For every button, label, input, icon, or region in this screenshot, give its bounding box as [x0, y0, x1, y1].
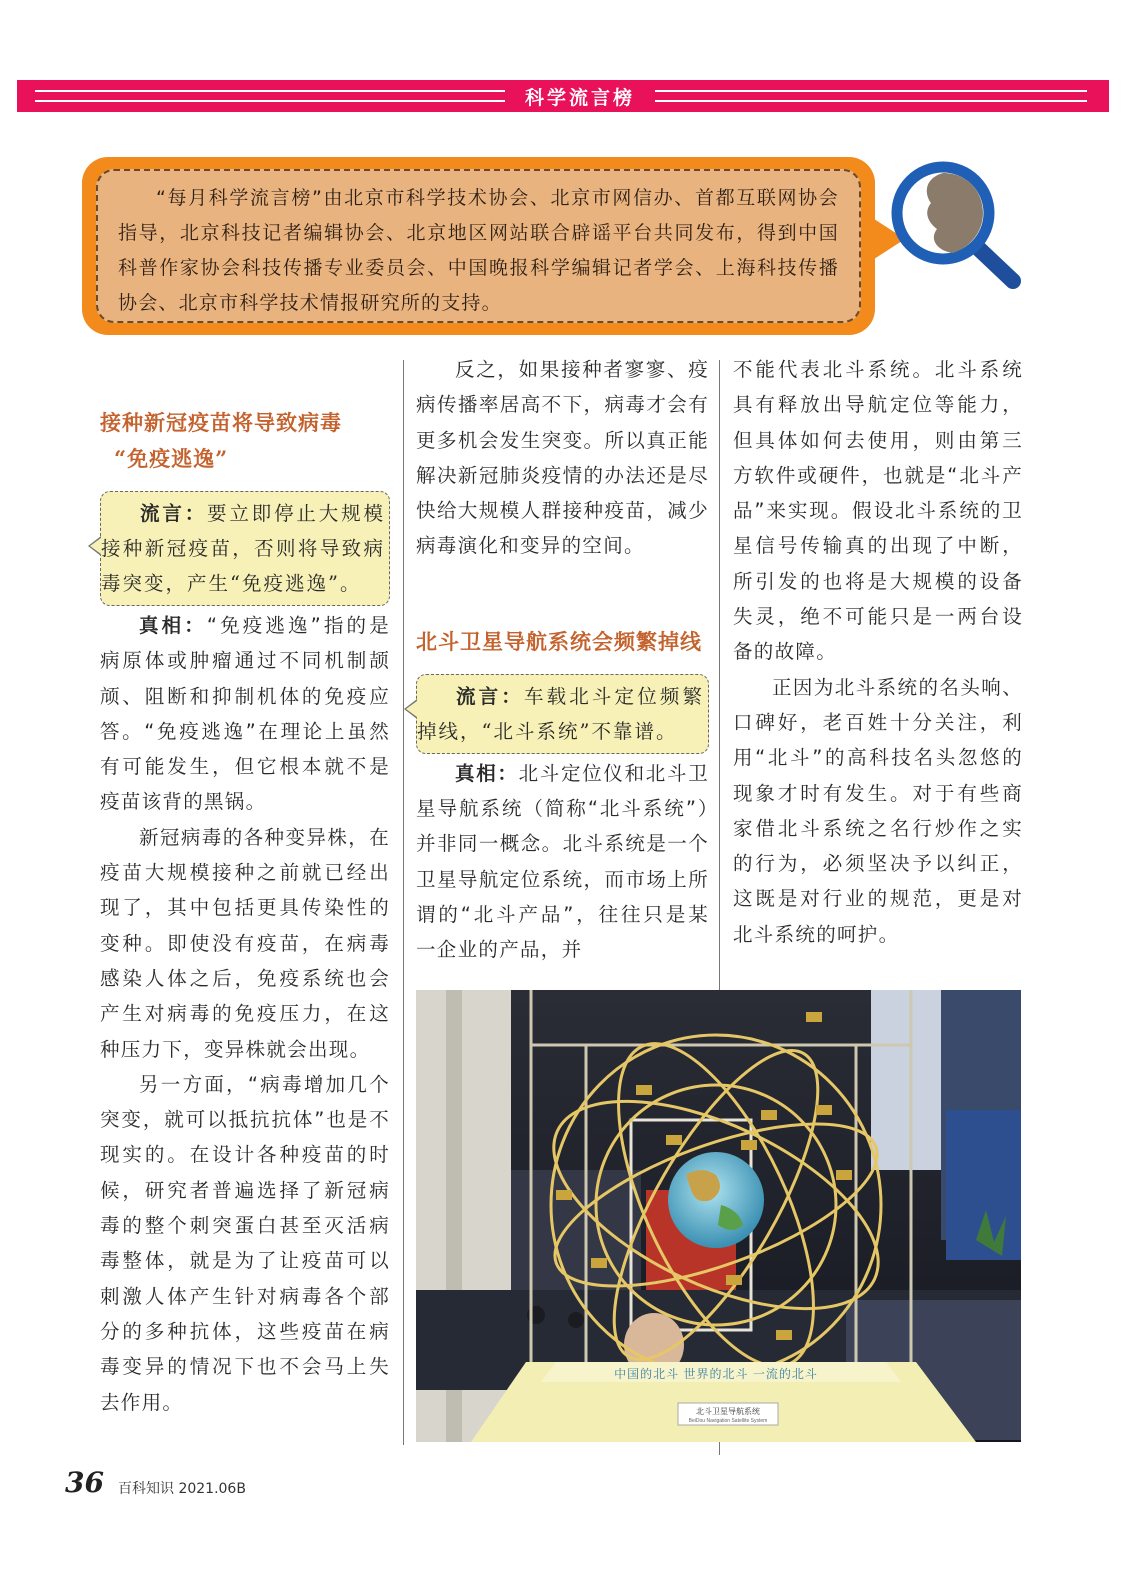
body-paragraph: 另一方面，“病毒增加几个突变，就可以抵抗抗体”也是不现实的。在设计各种疫苗的时候，研究者普遍选择了新冠病毒的整个刺突蛋白甚至灭活病毒整体，就是为了让疫苗可以刺激人体产生针对病毒各个部分的多种抗体，这些疫苗在病毒变异的情况下也不会马上失去作用。	[100, 1072, 390, 1414]
rumor-label: 流言：	[456, 684, 524, 708]
column-2	[416, 352, 709, 968]
article-heading-line: “免疫逃逸”	[114, 446, 229, 471]
header-rule-right	[655, 90, 1087, 102]
rumor-box	[100, 491, 390, 606]
rumor-box	[416, 674, 709, 754]
rumor-label: 流言：	[140, 502, 208, 525]
section-header-bar	[17, 80, 1109, 112]
section-title: 科学流言榜	[524, 87, 635, 109]
photo-base-caption: 中国的北斗 世界的北斗 一流的北斗	[614, 1367, 818, 1381]
intro-text: “每月科学流言榜”由北京市科学技术协会、北京市网信办、首都互联网协会指导，北京科技记者编辑协会、北京地区网站联合辟谣平台共同发布，得到中国科普作家协会科技传播专业委员会、中国晚报科学编辑记者学会、上海科技传播协会、北京市科学技术情报研究所的支持。	[118, 187, 839, 314]
column-divider	[403, 360, 404, 1445]
body-paragraph: 正因为北斗系统的名头响、口碑好，老百姓十分关注，利用“北斗”的高科技名头忽悠的现象才时有发生。对于有些商家借北斗系统之名行炒作之实的行为，必须坚决予以纠正，这既是对行业的规范，更是对北斗系统的呵护。	[733, 675, 1023, 946]
truth-text: “免疫逃逸”指的是病原体或肿瘤通过不同机制颉颃、阻断和抑制机体的免疫应答。“免疫逃逸”在理论上虽然有可能发生，但它根本就不是疫苗该背的黑锅。	[100, 614, 390, 814]
body-paragraph: 反之，如果接种者寥寥、疫病传播率居高不下，病毒才会有更多机会发生突变。所以真正能解决新冠肺炎疫情的办法还是尽快给大规模人群接种疫苗，减少病毒演化和变异的空间。	[416, 358, 709, 558]
photo-plaque-text: 北斗卫星导航系统	[696, 1407, 760, 1416]
truth-label: 真相：	[139, 614, 207, 637]
truth-paragraph	[416, 756, 709, 968]
article-heading	[100, 405, 390, 477]
rumor-text: 车载北斗定位频繁掉线，“北斗系统”不靠谱。	[417, 684, 704, 743]
intro-callout-inner	[96, 169, 861, 323]
truth-label: 真相：	[455, 761, 519, 785]
photo-plaque-subtext: BeiDou Navigation Satellite System	[688, 1418, 768, 1424]
body-paragraph-continued: 不能代表北斗系统。北斗系统具有释放出导航定位等能力，但具体如何去使用，则由第三方软件或硬件，也就是“北斗产品”来实现。假设北斗系统的卫星信号传输真的出现了中断，所引发的也将是大规模的设备失灵，绝不可能只是一两台设备的故障。	[733, 358, 1023, 664]
article-heading: 北斗卫星导航系统会频繁掉线	[416, 628, 702, 654]
body-paragraph: 新冠病毒的各种变异株，在疫苗大规模接种之前就已经出现了，其中包括更具传染性的变种。即使没有疫苗，在病毒感染人体之后，免疫系统也会产生对病毒的免疫压力，在这种压力下，变异株就会出现。	[100, 825, 390, 1061]
page-number: 36	[65, 1466, 104, 1499]
rumor-text: 要立即停止大规模接种新冠疫苗，否则将导致病毒突变，产生“免疫逃逸”。	[101, 502, 385, 595]
truth-text: 北斗定位仪和北斗卫星导航系统（简称“北斗系统”）并非同一概念。北斗系统是一个卫星导航定位系统，而市场上所谓的“北斗产品”，往往只是某一企业的产品，并	[416, 761, 710, 962]
photo-illustration	[416, 990, 1021, 1442]
beidou-model-photo	[416, 990, 1021, 1442]
article-heading-line: 接种新冠疫苗将导致病毒	[100, 410, 342, 435]
column-1	[100, 405, 390, 1420]
issue-label: 百科知识 2021.06B	[118, 1481, 246, 1497]
truth-paragraph	[100, 608, 390, 820]
column-3	[733, 352, 1023, 952]
header-rule-left	[35, 90, 505, 102]
magnifier-icon	[885, 155, 1025, 295]
intro-callout	[82, 157, 875, 335]
